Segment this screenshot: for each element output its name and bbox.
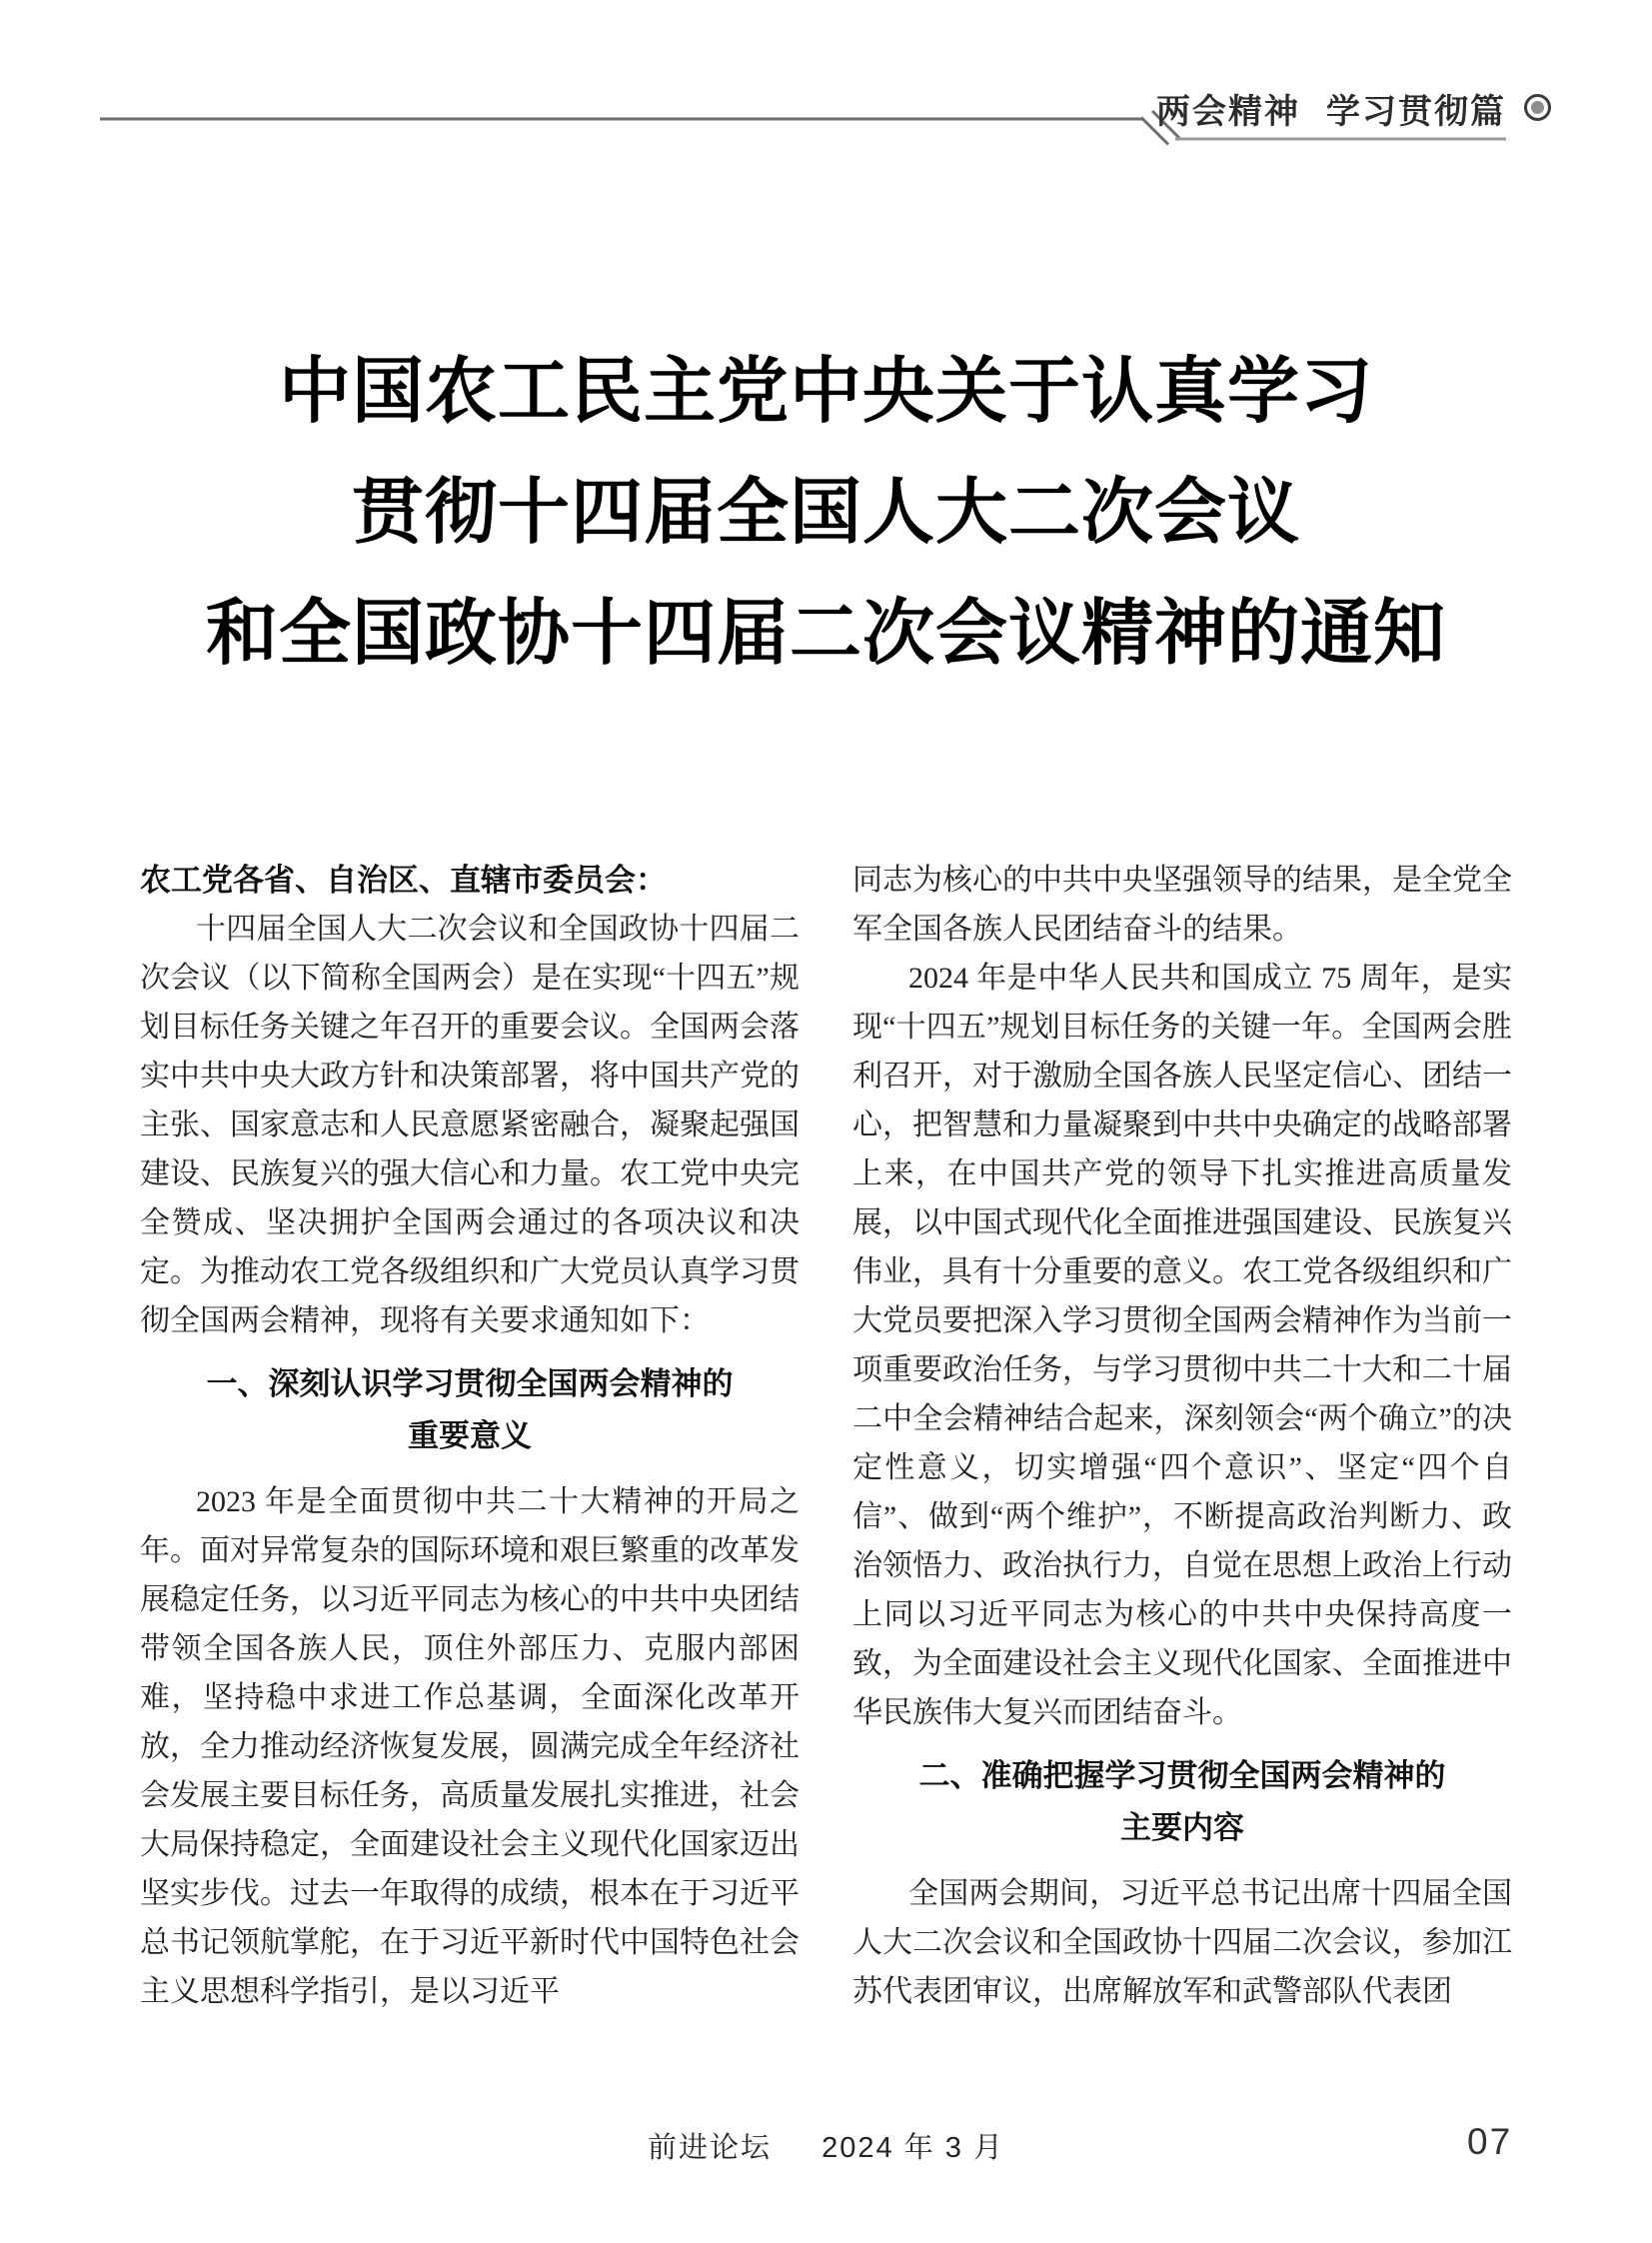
page-number: 07 xyxy=(1467,2121,1513,2162)
section-label-part1: 两会精神 xyxy=(1156,92,1300,131)
section-heading-1 xyxy=(140,1358,800,1462)
body-column-left xyxy=(140,856,800,2016)
salutation-line: 农工党各省、自治区、直辖市委员会： xyxy=(140,863,667,898)
section-header xyxy=(1156,84,1506,132)
paragraph: 同志为核心的中共中央坚强领导的结果，是全党全军全国各族人民团结奋斗的结果。 xyxy=(852,864,1512,946)
section-label-part2: 学习贯彻篇 xyxy=(1326,92,1506,131)
body-column-right xyxy=(852,856,1512,2016)
paragraph: 十四届全国人大二次会议和全国政协十四届二次会议（以下简称全国两会）是在实现“十四五”规划目标任务关键之年召开的重要会议。全国两会落实中共中央大政方针和决策部署，将中国共产党的主张、国家意志和人民意愿紧密融合，凝聚起强国建设、民族复兴的强大信心和力量。农工党中央完全赞成、坚决拥护全国两会通过的各项决议和决定。为推动农工党各级组织和广大党员认真学习贯彻全国两会精神，现将有关要求通知如下： xyxy=(140,913,800,1337)
section-heading-2 xyxy=(852,1750,1512,1854)
title-line-2: 贯彻十四届全国人大二次会议 xyxy=(351,473,1300,553)
paragraph: 2023 年是全面贯彻中共二十大精神的开局之年。面对异常复杂的国际环境和艰巨繁重的改革发展稳定任务，以习近平同志为核心的中共中央团结带领全国各族人民，顶住外部压力、克服内部困难，坚持稳中求进工作总基调，全面深化改革开放，全力推动经济恢复发展，圆满完成全年经济社会发展主要目标任务，高质量发展扎实推进，社会大局保持稳定，全面建设社会主义现代化国家迈出坚实步伐。过去一年取得的成绩，根本在于习近平总书记领航掌舵，在于习近平新时代中国特色社会主义思想科学指引，是以习近平 xyxy=(140,1485,800,2008)
title-line-3: 和全国政协十四届二次会议精神的通知 xyxy=(205,594,1446,674)
footer-journal-name: 前进论坛 xyxy=(648,2132,773,2164)
footer xyxy=(0,2125,1652,2166)
document-title xyxy=(0,332,1652,695)
section-heading-2-line1: 二、准确把握学习贯彻全国两会精神的 xyxy=(918,1758,1446,1793)
title-line-1: 中国农工民主党中央关于认真学习 xyxy=(278,352,1373,432)
section-heading-1-line1: 一、深刻认识学习贯彻全国两会精神的 xyxy=(206,1366,734,1401)
footer-issue-date: 2024 年 3 月 xyxy=(822,2132,1004,2164)
paragraph: 2024 年是中华人民共和国成立 75 周年，是实现“十四五”规划目标任务的关键一年。全国两会胜利召开，对于激励全国各族人民坚定信心、团结一心，把智慧和力量凝聚到中共中央确定的战略部署上来，在中国共产党的领导下扎实推进高质量发展，以中国式现代化全面推进强国建设、民族复兴伟业，具有十分重要的意义。农工党各级组织和广大党员要把深入学习贯彻全国两会精神作为当前一项重要政治任务，与学习贯彻中共二十大和二十届二中全会精神结合起来，深刻领会“两个确立”的决定性意义，切实增强“四个意识”、坚定“四个自信”、做到“两个维护”，不断提高政治判断力、政治领悟力、政治执行力，自觉在思想上政治上行动上同以习近平同志为核心的中共中央保持高度一致，为全面建设社会主义现代化国家、全面推进中华民族伟大复兴而团结奋斗。 xyxy=(852,962,1512,1729)
section-heading-1-line2: 重要意义 xyxy=(408,1418,532,1453)
bullseye-icon xyxy=(1524,94,1551,121)
paragraph: 全国两会期间，习近平总书记出席十四届全国人大二次会议和全国政协十四届二次会议，参加江苏代表团审议，出席解放军和武警部队代表团 xyxy=(852,1877,1512,2008)
section-heading-2-line2: 主要内容 xyxy=(1120,1810,1244,1845)
